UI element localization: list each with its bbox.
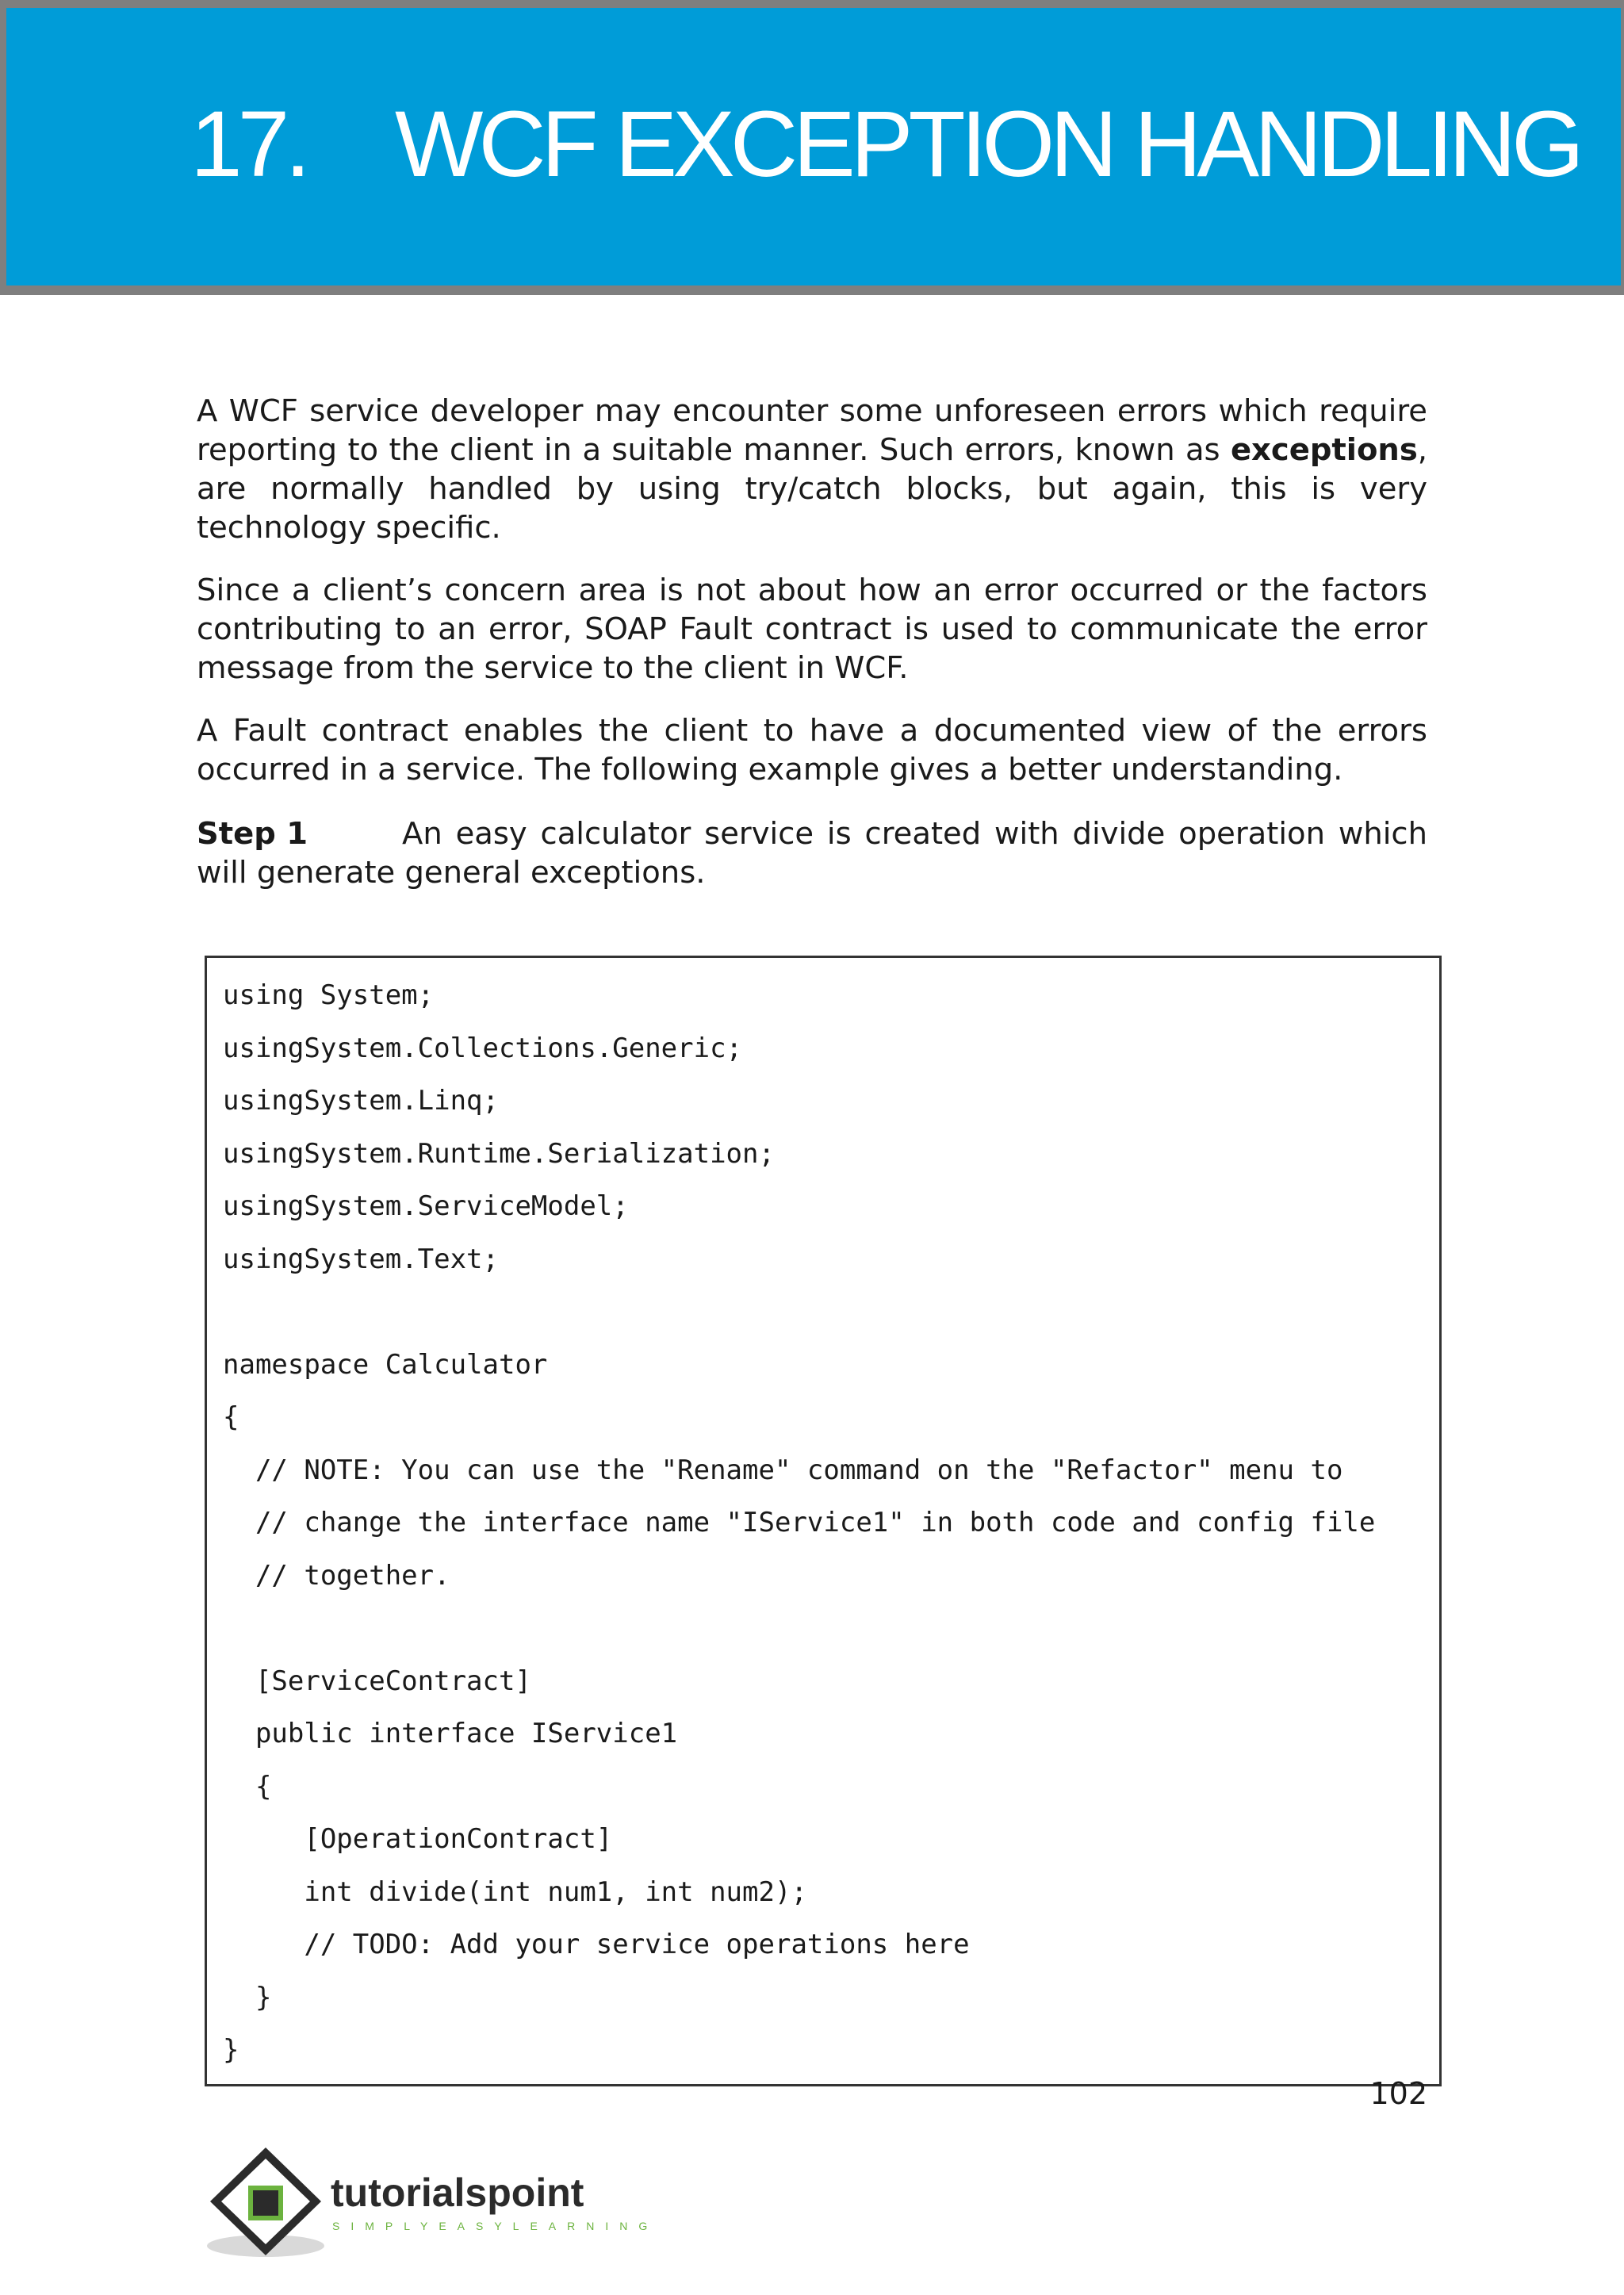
code-line: namespace Calculator (223, 1348, 548, 1381)
tutorialspoint-logo (202, 2141, 678, 2260)
code-line: public interface IService1 (223, 1718, 678, 1749)
intro-text-end: , are normally handled by using try/catch blocks, but again, this is very technology specific. (197, 432, 1427, 546)
code-line (223, 1602, 1375, 1655)
chapter-number: 17. (190, 92, 307, 197)
code-line (223, 1285, 1375, 1339)
code-line: usingSystem.ServiceModel; (223, 1190, 629, 1222)
code-line: [ServiceContract] (223, 1665, 531, 1697)
fault-contract-paragraph: Since a client’s concern area is not about how an error occurred or the factors contributing to an error, SOAP Fault contract is used to communicate the error message from the service to the client in WCF. (197, 573, 1427, 686)
page-number: 102 (1369, 2076, 1427, 2111)
code-line: using System; (223, 979, 435, 1011)
code-line: int divide(int num1, int num2); (223, 1875, 807, 1908)
code-line: // TODO: Add your service operations here (223, 1929, 970, 1960)
fault-example-paragraph: A Fault contract enables the client to have a documented view of the errors occurred in a service. The following example gives a better understanding. (197, 713, 1427, 787)
code-line: } (223, 2034, 239, 2066)
logo-tagline: SIMPLYEASYLEARNING (332, 2220, 659, 2232)
code-line: usingSystem.Linq; (223, 1085, 499, 1117)
chapter-title-text: WCF EXCEPTION HANDLING (395, 92, 1580, 197)
intro-paragraph (197, 392, 1427, 547)
code-line: usingSystem.Collections.Generic; (223, 1032, 743, 1064)
code-line: // together. (223, 1559, 450, 1592)
logo-name: tutorialspoint (331, 2170, 584, 2215)
code-line: // change the interface name "IService1" in both code and config file (223, 1507, 1376, 1538)
code-line: { (223, 1770, 272, 1803)
code-line: { (223, 1401, 239, 1433)
step-1-paragraph (197, 814, 1427, 892)
code-line: // NOTE: You can use the "Rename" command on the "Refactor" menu to (223, 1454, 1343, 1486)
code-lines (223, 969, 1375, 2077)
step-label: Step 1 (197, 816, 308, 852)
code-line: usingSystem.Text; (223, 1243, 499, 1275)
chapter-title (190, 89, 1580, 200)
code-line: } (223, 1981, 272, 2013)
code-line: usingSystem.Runtime.Serialization; (223, 1137, 775, 1170)
intro-text-start: A WCF service developer may encounter some unforeseen errors which require reporting to the client in a suitable manner. Such errors, known as (197, 393, 1427, 468)
step-text: An easy calculator service is created with divide operation which will generate general exceptions. (197, 816, 1427, 891)
logo-book-inner (253, 2190, 278, 2216)
code-line: [OperationContract] (223, 1823, 613, 1855)
code-block (205, 956, 1442, 2086)
exceptions-term: exceptions (1230, 432, 1418, 468)
